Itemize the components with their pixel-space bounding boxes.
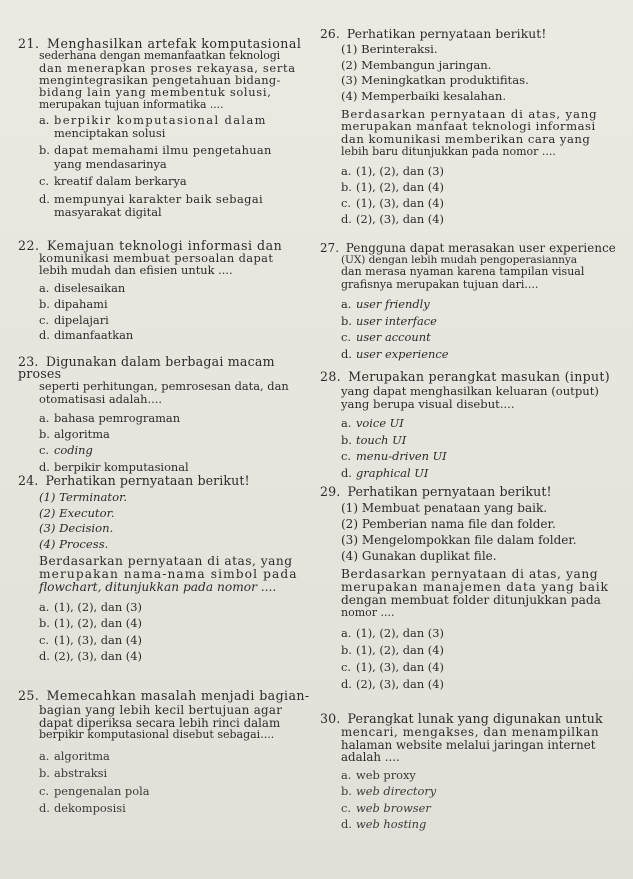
option-c[interactable]: c. menu-driven UI bbox=[341, 449, 447, 464]
question-body: bagian yang lebih kecil bertujuan agar dapat diperiksa secara lebih rinci dalam berpikir komputasional disebut sebagai.... bbox=[39, 703, 283, 742]
options bbox=[18, 281, 318, 343]
statements: (1) Terminator. (2) Executor. (3) Decision. (4) Process. bbox=[39, 490, 128, 551]
option-c[interactable]: c. (1), (3), dan (4) bbox=[341, 659, 444, 674]
option-d[interactable]: d. dekomposisi bbox=[39, 801, 126, 816]
question-text: Perhatikan pernyataan berikut! bbox=[346, 27, 547, 41]
question-text: Pengguna dapat merasakan user experience bbox=[345, 241, 616, 255]
question-number: 24. bbox=[18, 473, 39, 488]
question-25 bbox=[18, 690, 318, 818]
option-a[interactable]: a. (1), (2), dan (3) bbox=[341, 163, 444, 178]
option-c[interactable]: c. (1), (3), dan (4) bbox=[39, 632, 142, 647]
option-a[interactable]: a. algoritma bbox=[39, 748, 110, 763]
question-text: Digunakan dalam berbagai macam proses bbox=[18, 354, 275, 382]
question-28 bbox=[320, 371, 628, 482]
options: a. berpikir komputasional dalam menciptakan solusi b. dapat memahami ilmu pengetahuan yang mendasarinya c. kreatif dalam berkarya d. mempunyai karakter baik sebagai masyarakat digital bbox=[18, 114, 318, 220]
statements: (1) Berinteraksi. (2) Membangun jaringan. (3) Meningkatkan produktifitas. (4) Memperbaiki kesalahan. bbox=[341, 42, 529, 103]
option-d[interactable]: d. web hosting bbox=[341, 817, 427, 832]
question-27 bbox=[320, 242, 628, 363]
option-c[interactable]: c. (1), (3), dan (4) bbox=[341, 196, 444, 211]
option-b[interactable]: b. (1), (2), dan (4) bbox=[39, 616, 142, 631]
option-d[interactable]: d. (2), (3), dan (4) bbox=[39, 649, 142, 664]
option-c[interactable]: c. web browser bbox=[341, 800, 431, 815]
question-number: 21. bbox=[18, 36, 40, 51]
option-a[interactable]: a. user friendly bbox=[341, 296, 430, 311]
option-c[interactable]: c. user account bbox=[341, 330, 431, 345]
option-b[interactable]: b. web directory bbox=[341, 784, 437, 799]
question-number: 26. bbox=[320, 27, 340, 41]
option-b[interactable]: b. user interface bbox=[341, 313, 437, 328]
option-c[interactable]: c. kreatif dalam berkarya bbox=[39, 174, 187, 189]
option-a[interactable]: a. (1), (2), dan (3) bbox=[341, 625, 444, 640]
question-24 bbox=[18, 475, 318, 664]
options bbox=[320, 415, 628, 481]
question-text: Memecahkan masalah menjadi bagian- bbox=[46, 688, 310, 703]
option-a[interactable]: a. berpikir komputasional dalam bbox=[39, 112, 267, 127]
question-number: 27. bbox=[320, 241, 340, 255]
question-body: komunikasi membuat persoalan dapat lebih mudah dan efisien untuk .... bbox=[39, 251, 274, 278]
question-number: 29. bbox=[320, 484, 341, 499]
option-b[interactable]: b. (1), (2), dan (4) bbox=[341, 179, 444, 194]
question-number: 30. bbox=[320, 711, 341, 726]
option-a[interactable]: a. (1), (2), dan (3) bbox=[39, 599, 142, 614]
question-body: yang dapat menghasilkan keluaran (output) yang berupa visual disebut.... bbox=[341, 384, 599, 412]
option-b[interactable]: b. abstraksi bbox=[39, 766, 108, 781]
question-text: Perhatikan pernyataan berikut! bbox=[347, 484, 552, 499]
question-body: sederhana dengan memanfaatkan teknologi dan menerapkan proses rekayasa, serta mengintegrasikan pengetahuan bidang- bidang lain yang membentuk solusi, merupakan tujuan informatika .... bbox=[39, 49, 296, 111]
options bbox=[320, 625, 628, 693]
option-d[interactable]: d. user experience bbox=[341, 347, 449, 362]
question-number: 25. bbox=[18, 688, 40, 703]
option-b[interactable]: b. algoritma bbox=[39, 427, 110, 441]
option-c[interactable]: c. dipelajari bbox=[39, 312, 109, 327]
question-body: seperti perhitungan, pemrosesan data, dan otomatisasi adalah.... bbox=[39, 379, 289, 406]
option-a[interactable]: a. voice UI bbox=[341, 416, 404, 431]
options bbox=[18, 599, 318, 665]
question-number: 22. bbox=[18, 238, 40, 253]
option-a[interactable]: a. bahasa pemrograman bbox=[39, 410, 181, 425]
options bbox=[18, 410, 318, 476]
option-c[interactable]: c. coding bbox=[39, 443, 93, 458]
option-c[interactable]: c. pengenalan pola bbox=[39, 783, 150, 798]
option-d[interactable]: d. berpikir komputasional bbox=[39, 459, 189, 474]
option-b[interactable]: b. dapat memahami ilmu pengetahuan bbox=[39, 143, 272, 158]
option-a[interactable]: a. diselesaikan bbox=[39, 281, 126, 296]
option-a[interactable]: a. web proxy bbox=[341, 767, 416, 782]
question-prompt: Berdasarkan pernyataan di atas, yang merupakan manfaat teknologi informasi dan komunikasi memberikan cara yang lebih baru ditunjukkan pada nomor .... bbox=[341, 106, 598, 158]
question-text: Menghasilkan artefak komputasional bbox=[47, 36, 302, 51]
question-text: Perhatikan pernyataan berikut! bbox=[45, 473, 250, 488]
option-d[interactable]: d. (2), (3), dan (4) bbox=[341, 676, 444, 691]
option-d[interactable]: d. graphical UI bbox=[341, 465, 429, 480]
option-d[interactable]: d. mempunyai karakter baik sebagai bbox=[39, 191, 264, 206]
question-29 bbox=[320, 486, 628, 693]
question-body: (UX) dengan lebih mudah pengoperasiannya dan merasa nyaman karena tampilan visual grafisnya merupakan tujuan dari.... bbox=[341, 254, 585, 291]
question-prompt: Berdasarkan pernyataan di atas, yang merupakan manajemen data yang baik dengan membuat folder ditunjukkan pada nomor .... bbox=[341, 567, 609, 619]
question-text: Kemajuan teknologi informasi dan bbox=[47, 238, 283, 253]
question-prompt: Berdasarkan pernyataan di atas, yang merupakan nama-nama simbol pada flowchart, ditunjukkan pada nomor .... bbox=[39, 553, 298, 595]
question-text: Merupakan perangkat masukan (input) bbox=[348, 369, 610, 384]
question-number: 23. bbox=[18, 354, 39, 369]
option-b[interactable]: b. (1), (2), dan (4) bbox=[341, 642, 444, 657]
question-22 bbox=[18, 240, 318, 344]
question-body: mencari, mengakses, dan menampilkan halaman website melalui jaringan internet adalah .... bbox=[341, 725, 600, 765]
option-b[interactable]: b. touch UI bbox=[341, 432, 407, 447]
options bbox=[320, 163, 628, 228]
question-number: 28. bbox=[320, 369, 341, 384]
options bbox=[320, 767, 628, 833]
question-26 bbox=[320, 28, 628, 228]
question-23 bbox=[18, 356, 318, 475]
options bbox=[18, 748, 318, 818]
question-text: Perangkat lunak yang digunakan untuk bbox=[347, 711, 603, 726]
statements: (1) Membuat penataan yang baik. (2) Pemberian nama file dan folder. (3) Mengelompokkan file dalam folder. (4) Gunakan duplikat file. bbox=[341, 501, 577, 563]
options bbox=[320, 296, 628, 363]
option-d[interactable]: d. dimanfaatkan bbox=[39, 328, 134, 343]
option-d[interactable]: d. (2), (3), dan (4) bbox=[341, 212, 444, 227]
question-21 bbox=[18, 38, 318, 220]
question-30 bbox=[320, 713, 628, 833]
option-b[interactable]: b. dipahami bbox=[39, 296, 108, 311]
